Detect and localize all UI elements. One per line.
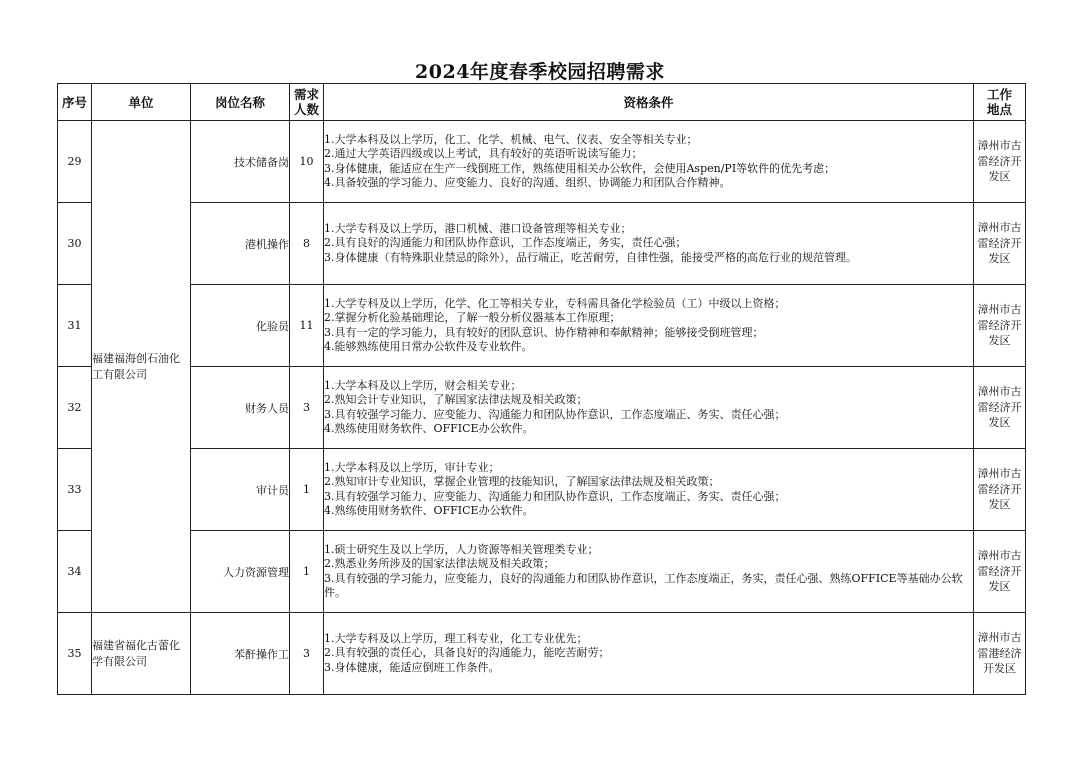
- seq-cell: 35: [58, 613, 92, 695]
- requirement-line: 3.身体健康（有特殊职业禁忌的除外），品行端正，吃苦耐劳，自律性强，能接受严格的高危行业的规范管理。: [324, 250, 857, 264]
- count-cell: 3: [290, 367, 324, 449]
- position-cell: 港机操作: [191, 203, 290, 285]
- location-text: 漳州市古雷经济开发区: [977, 139, 1022, 184]
- requirement-line: 1.大学专科及以上学历，理工科专业，化工专业优先；: [324, 631, 588, 645]
- table-header-row: [58, 84, 1026, 121]
- page-title: 2024年度春季校园招聘需求: [415, 61, 665, 83]
- header-location: [974, 84, 1026, 121]
- table-row: [58, 285, 1026, 367]
- location-text: 漳州市古雷经济开发区: [977, 385, 1022, 430]
- position-cell: 苯酐操作工: [191, 613, 290, 695]
- requirements-cell: [324, 285, 974, 367]
- table-row: [58, 613, 1026, 695]
- recruitment-table: [57, 83, 1026, 695]
- header-count-line1: 需求: [293, 87, 319, 102]
- requirement-line: 1.大学专科及以上学历，化学、化工等相关专业，专科需具备化学检验员（工）中级以上资格；: [324, 296, 786, 310]
- seq-cell: 30: [58, 203, 92, 285]
- requirement-line: 2.熟知审计专业知识，掌握企业管理的技能知识，了解国家法律法规及相关政策；: [324, 475, 720, 489]
- requirements-cell: [324, 203, 974, 285]
- unit-name: 福建福海创石油化工有限公司: [92, 351, 180, 381]
- header-count: [290, 84, 324, 121]
- requirements-cell: [324, 531, 974, 613]
- count-cell: 10: [290, 121, 324, 203]
- requirement-line: 1.硕士研究生及以上学历，人力资源等相关管理类专业；: [324, 542, 599, 556]
- header-location-line2: 地点: [986, 102, 1012, 117]
- requirement-line: 3.具有一定的学习能力，具有较好的团队意识、协作精神和奉献精神；能够接受倒班管理；: [324, 325, 764, 339]
- location-text: 漳州市古雷港经济开发区: [977, 631, 1022, 676]
- table-row: [58, 449, 1026, 531]
- requirement-line: 4.具备较强的学习能力、应变能力、良好的沟通、组织、协调能力和团队合作精神。: [324, 175, 731, 189]
- unit-name: 福建省福化古蕾化学有限公司: [92, 638, 180, 668]
- seq-cell: 31: [58, 285, 92, 367]
- count-cell: 1: [290, 531, 324, 613]
- count-cell: 3: [290, 613, 324, 695]
- location-text: 漳州市古雷经济开发区: [977, 549, 1022, 594]
- position-cell: 技术储备岗: [191, 121, 290, 203]
- requirement-line: 2.掌握分析化验基础理论，了解一般分析仪器基本工作原理；: [324, 311, 621, 325]
- count-cell: 1: [290, 449, 324, 531]
- table-row: [58, 203, 1026, 285]
- requirement-line: 3.具有较强学习能力、应变能力、沟通能力和团队协作意识，工作态度端正、务实、责任心强；: [324, 489, 786, 503]
- count-cell: 8: [290, 203, 324, 285]
- header-count-line2: 人数: [293, 102, 319, 117]
- requirements-cell: [324, 449, 974, 531]
- seq-cell: 32: [58, 367, 92, 449]
- requirement-line: 3.身体健康，能适应在生产一线倒班工作，熟练使用相关办公软件，会使用Aspen/PI等软件的优先考虑；: [324, 161, 836, 175]
- table-body: [58, 121, 1026, 695]
- count-cell: 11: [290, 285, 324, 367]
- location-cell: [974, 367, 1026, 449]
- requirement-line: 3.具有较强的学习能力，应变能力，良好的沟通能力和团队协作意识，工作态度端正，务实，责任心强、熟练OFFICE等基础办公软件。: [324, 571, 963, 599]
- location-cell: [974, 285, 1026, 367]
- position-cell: 化验员: [191, 285, 290, 367]
- location-text: 漳州市古雷经济开发区: [977, 303, 1022, 348]
- requirement-line: 1.大学本科及以上学历，化工、化学、机械、电气、仪表、安全等相关专业；: [324, 132, 698, 146]
- position-cell: 审计员: [191, 449, 290, 531]
- table-row: [58, 121, 1026, 203]
- unit-cell: [92, 121, 191, 613]
- requirement-line: 2.通过大学英语四级或以上考试，具有较好的英语听说读写能力；: [324, 147, 643, 161]
- location-cell: [974, 531, 1026, 613]
- requirement-line: 3.具有较强学习能力、应变能力、沟通能力和团队协作意识，工作态度端正、务实、责任心强；: [324, 407, 786, 421]
- requirement-line: 1.大学本科及以上学历，财会相关专业；: [324, 378, 522, 392]
- table-row: [58, 531, 1026, 613]
- requirement-line: 3.身体健康，能适应倒班工作条件。: [324, 660, 500, 674]
- header-requirements: 资格条件: [324, 84, 974, 121]
- header-seq: 序号: [58, 84, 92, 121]
- location-text: 漳州市古雷经济开发区: [977, 467, 1022, 512]
- requirement-line: 1.大学本科及以上学历，审计专业；: [324, 460, 500, 474]
- location-cell: [974, 613, 1026, 695]
- requirement-line: 2.具有较强的责任心，具备良好的沟通能力，能吃苦耐劳；: [324, 646, 610, 660]
- requirement-line: 4.能够熟练使用日常办公软件及专业软件。: [324, 339, 533, 353]
- requirements-cell: [324, 121, 974, 203]
- location-cell: [974, 203, 1026, 285]
- location-cell: [974, 449, 1026, 531]
- position-cell: 财务人员: [191, 367, 290, 449]
- requirement-line: 2.熟知会计专业知识，了解国家法律法规及相关政策；: [324, 393, 588, 407]
- header-location-line1: 工作: [986, 87, 1012, 102]
- seq-cell: 33: [58, 449, 92, 531]
- requirement-line: 2.具有良好的沟通能力和团队协作意识，工作态度端正，务实，责任心强；: [324, 236, 687, 250]
- requirements-cell: [324, 613, 974, 695]
- requirement-line: 1.大学专科及以上学历，港口机械、港口设备管理等相关专业；: [324, 221, 632, 235]
- position-cell: 人力资源管理: [191, 531, 290, 613]
- seq-cell: 29: [58, 121, 92, 203]
- requirement-line: 2.熟悉业务所涉及的国家法律法规及相关政策；: [324, 557, 555, 571]
- unit-cell: [92, 613, 191, 695]
- header-unit: 单位: [92, 84, 191, 121]
- location-text: 漳州市古雷经济开发区: [977, 221, 1022, 266]
- header-position: 岗位名称: [191, 84, 290, 121]
- requirement-line: 4.熟练使用财务软件、OFFICE办公软件。: [324, 503, 534, 517]
- requirement-line: 4.熟练使用财务软件、OFFICE办公软件。: [324, 421, 534, 435]
- location-cell: [974, 121, 1026, 203]
- seq-cell: 34: [58, 531, 92, 613]
- requirements-cell: [324, 367, 974, 449]
- table-row: [58, 367, 1026, 449]
